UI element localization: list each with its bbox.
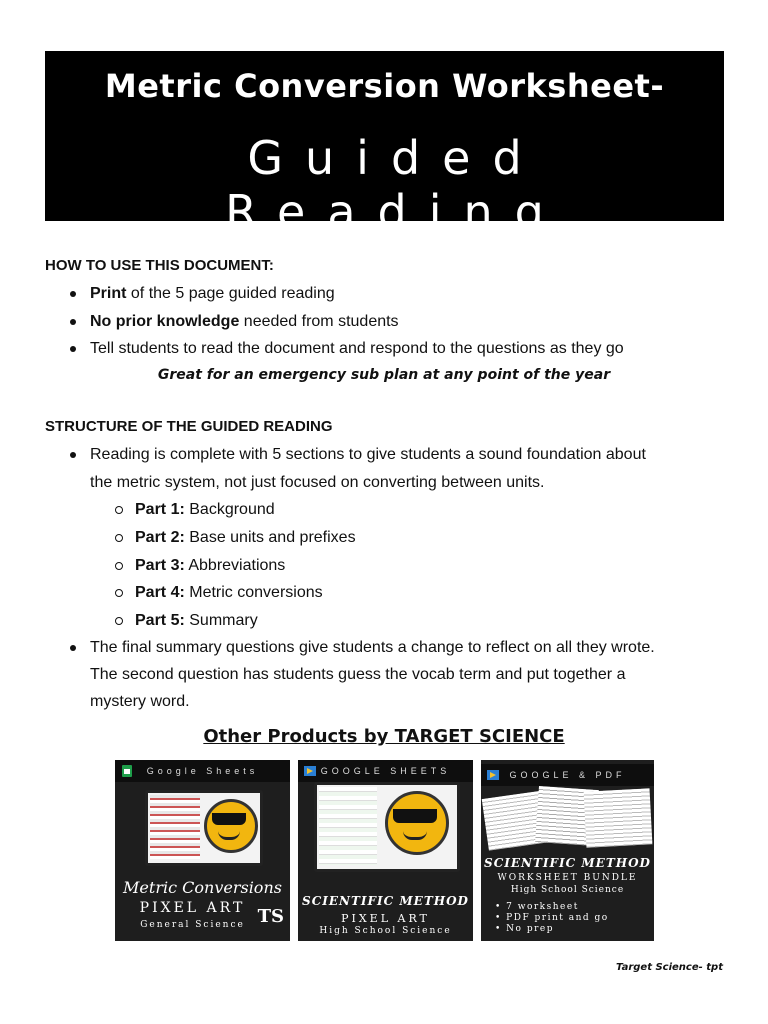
item-text: The final summary questions give students a change to reflect on all they wrote. [90,639,655,656]
card-level: General Science [140,920,245,930]
ts-logo: TS [257,906,284,927]
part-label: Part 3: [135,557,185,574]
feature-item: • No prep [495,924,554,934]
title-banner [45,51,724,239]
how-to-heading: HOW TO USE THIS DOCUMENT: [45,257,274,274]
google-drive-icon [304,765,316,777]
part-label: Part 2: [135,529,185,546]
circle-bullet-icon [115,589,123,597]
feature-item: • PDF print and go [495,913,609,923]
circle-bullet-icon [115,617,123,625]
google-sheets-icon [121,765,133,777]
sheet-preview [319,787,377,865]
product-card-scientific-method-bundle[interactable] [481,760,654,941]
card-tag: GOOGLE & PDF [481,764,654,786]
emoji-icon [204,799,258,853]
card-subtitle: PIXEL ART [341,912,430,925]
card-title: SCIENTIFIC METHOD [484,856,651,870]
product-card-metric-pixel-art[interactable] [115,760,290,941]
item-text: Reading is complete with 5 sections to give students a sound foundation about [90,446,646,463]
item-bold: No prior knowledge [90,313,240,330]
sheet-preview [150,795,200,859]
bullet-icon [70,645,76,651]
card-title: SCIENTIFIC METHOD [302,894,469,908]
card-level: High School Science [510,885,625,895]
sub-plan-note: Great for an emergency sub plan at any point of the year [157,367,611,383]
laptop-screen [314,782,460,872]
bullet-icon [70,291,76,297]
sunglasses-icon [393,809,437,823]
part-label: Part 5: [135,612,185,629]
card-tag: GOOGLE SHEETS [298,760,473,782]
feature-item: • 7 worksheet [495,902,579,912]
part-text: Background [184,501,275,518]
item-text: Tell students to read the document and respond to the questions as they go [90,340,624,357]
part-text: Metric conversions [184,584,323,601]
part-label: Part 4: [135,584,185,601]
item-bold: Print [90,285,127,302]
part-text: Abbreviations [184,557,286,574]
worksheet-preview [584,788,653,847]
card-level: High School Science [319,926,452,936]
circle-bullet-icon [115,562,123,570]
card-subtitle: PIXEL ART [139,900,246,916]
item-text: The second question has students guess the vocab term and put together a [90,666,626,683]
product-card-scientific-method-pixel-art[interactable] [298,760,473,941]
card-title: Metric Conversions [123,878,282,897]
bullet-icon [70,319,76,325]
part-label: Part 1: [135,501,185,518]
banner-title: Metric Conversion Worksheet- [104,67,665,105]
google-drive-icon [487,769,499,781]
part-text: Base units and prefixes [184,529,356,546]
emoji-icon [385,791,449,855]
other-products-heading: Other Products by TARGET SCIENCE [203,726,565,747]
part-text: Summary [184,612,258,629]
bullet-icon [70,452,76,458]
feature-list [495,902,609,935]
card-tag: Google Sheets [115,760,290,782]
footer-credit: Target Science- tpt [615,962,723,973]
item-text: needed from students [239,313,399,330]
structure-heading: STRUCTURE OF THE GUIDED READING [45,418,333,435]
item-text: mystery word. [90,693,190,710]
circle-bullet-icon [115,534,123,542]
sunglasses-icon [212,813,246,825]
banner-subtitle: Guided Reading [225,131,566,239]
laptop-screen [145,790,263,866]
circle-bullet-icon [115,506,123,514]
card-subtitle: WORKSHEET BUNDLE [497,873,638,883]
item-text: of the 5 page guided reading [126,285,335,302]
bullet-icon [70,346,76,352]
item-text: the metric system, not just focused on converting between units. [90,474,545,491]
